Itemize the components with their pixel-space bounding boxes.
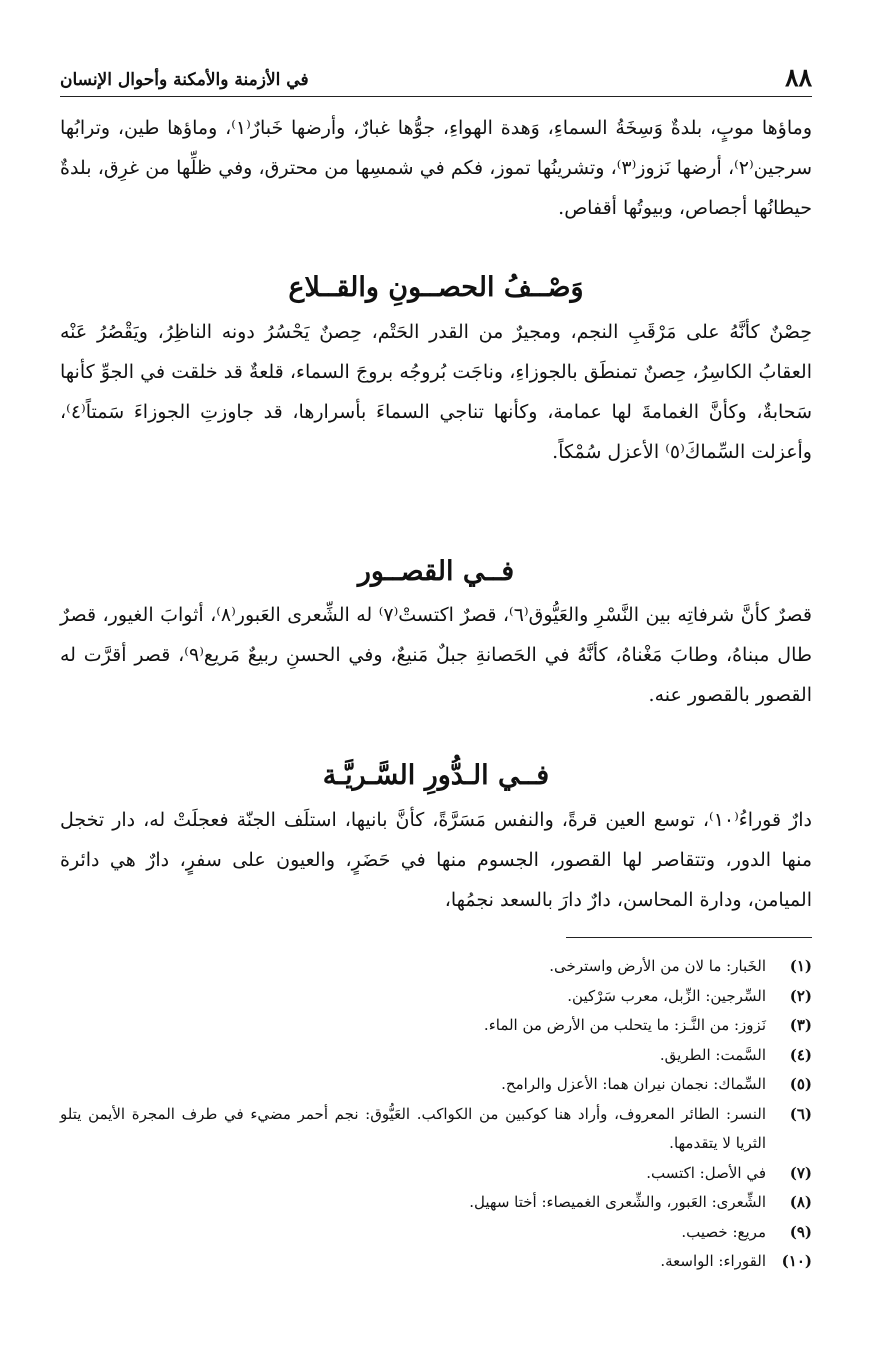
footnote <box>60 982 812 1012</box>
footnote <box>60 1218 812 1248</box>
footnotes <box>60 952 812 1277</box>
section-heading-fortresses: وَصْــفُ الحصــونِ والقــلاع <box>288 272 584 303</box>
paragraph-palaces: قصرٌ كأنَّ شرفاتِه بين النَّسْرِ والعَيُّوق⁽٦⁾، قصرٌ اكتستْ⁽٧⁾ له الشِّعرى العَبور⁽٨⁾، أثوابَ الغيور، قصرٌ طال مبناهُ، وطابَ مَغْناهُ، كأنَّهُ في الحَصانةِ جبلٌ مَنيعٌ، وفي الحسنِ ربيعٌ مَريع⁽٩⁾، قصر أقرَّت له القصور بالقصور عنه. <box>60 604 812 706</box>
footnote <box>60 1011 812 1041</box>
footnote <box>60 1070 812 1100</box>
footnote-text: القوراء: الواسعة. <box>660 1252 766 1270</box>
footnote-number: (٢) <box>789 986 812 1005</box>
footnote-number: (٧) <box>789 1163 812 1182</box>
footnote <box>60 1247 812 1277</box>
footnote-text: مريع: خصيب. <box>681 1222 766 1241</box>
footnote-number: (٤) <box>789 1045 812 1064</box>
section-heading-houses: فــي الـدُّورِ السَّـريَّـة <box>322 760 550 791</box>
footnote-text: السِّماك: نجمان نيران هما: الأعزل والرامح. <box>501 1075 766 1093</box>
footnote <box>60 1188 812 1218</box>
paragraph-continuation: وماؤها موبٍ، بلدةٌ وَسِخَةُ السماءِ، وَهدة الهواءِ، جوُّها غبارٌ، وأرضها خَبارٌ⁽١⁾، وماؤها طين، وترابُها سرجين⁽٢⁾، أرضها نَزوز⁽٣⁾، وتشرينُها تموز، فكم في شمسِها من محترق، وفي ظلِّها من غرِق، بلدةٌ حيطانُها أجصاص، وبيوتُها أقفاص. <box>60 117 812 219</box>
footnote-rule <box>566 937 812 938</box>
footnote-number: (١) <box>789 957 812 975</box>
footnote-text: في الأصل: اكتسب. <box>646 1163 766 1182</box>
footnote-number: (٦) <box>789 1104 812 1123</box>
footnote-text: نَزوز: من النَّـز: ما يتحلب من الأرض من الماء. <box>483 1016 766 1034</box>
footnote <box>60 1041 812 1071</box>
footnote-text: النسر: الطائر المعروف، وأراد هنا كوكبين من الكواكب. العَيُّوق: نجم أحمر مضيء في طرف المجرة الأيمن يتلو الثريا لا يتقدمها. <box>60 1104 766 1152</box>
footnote <box>60 1100 812 1159</box>
footnote <box>60 1159 812 1189</box>
header-rule <box>60 96 812 97</box>
footnote-text: السِّرجين: الزِّبل، معرب سَرْكين. <box>567 986 766 1005</box>
footnote-number: (٣) <box>789 1016 812 1034</box>
section-heading-palaces: فــي القصــور <box>357 556 515 587</box>
running-title: في الأزمنة والأمكنة وأحوال الإنسان <box>60 70 309 90</box>
paragraph-houses: دارٌ قوراءُ⁽١٠⁾، توسع العين قرةً، والنفس مَسَرَّةً، كأنَّ بانيها، استلَف الجنّة فعجلَتْ له، دار تخجل منها الدور، وتتقاصر لها القصور، الجسوم منها في حَضَرٍ، والعيون على سفرٍ، دارٌ هي دائرة الميامن، ودارة المحاسن، دارٌ دارَ بالسعد نجمُها، <box>60 809 812 911</box>
page-header <box>60 60 812 92</box>
paragraph-fortresses: حِصْنٌ كأنَّهُ على مَرْقَبِ النجم، ومجيرٌ من القدر الحَتْم، حِصنٌ يَحْسُرُ دونه الناظِرُ، ويَقْصُرُ عَنْه العقابُ الكاسِرُ، حِصنٌ تمنطَق بالجوزاءِ، وناجَت بُروجُه بروجَ السماء، قلعةٌ قد خلقت في الجوِّ كأنها سَحابةٌ، وكأنَّ الغمامةَ لها عمامة، وكأنها تناجي السماءَ بأسرارها، قد جاوزتِ الجوزاءَ سَمتاً⁽٤⁾، وأعزلت السِّماكَ⁽٥⁾ الأعزل سُمْكاً. <box>60 321 812 463</box>
footnote-number: (٩) <box>789 1222 812 1241</box>
footnote-number: (٨) <box>789 1193 812 1211</box>
footnote-text: الشِّعرى: العَبور، والشِّعرى الغميصاء: أختا سهيل. <box>469 1193 766 1211</box>
footnote-number: (٥) <box>789 1075 812 1093</box>
footnote-text: الخَبار: ما لان من الأرض واسترخى. <box>549 957 766 975</box>
page-number: ٨٨ <box>785 63 812 92</box>
footnote-number: (١٠) <box>781 1252 812 1270</box>
footnote-text: السَّمت: الطريق. <box>659 1045 766 1064</box>
footnote <box>60 952 812 982</box>
